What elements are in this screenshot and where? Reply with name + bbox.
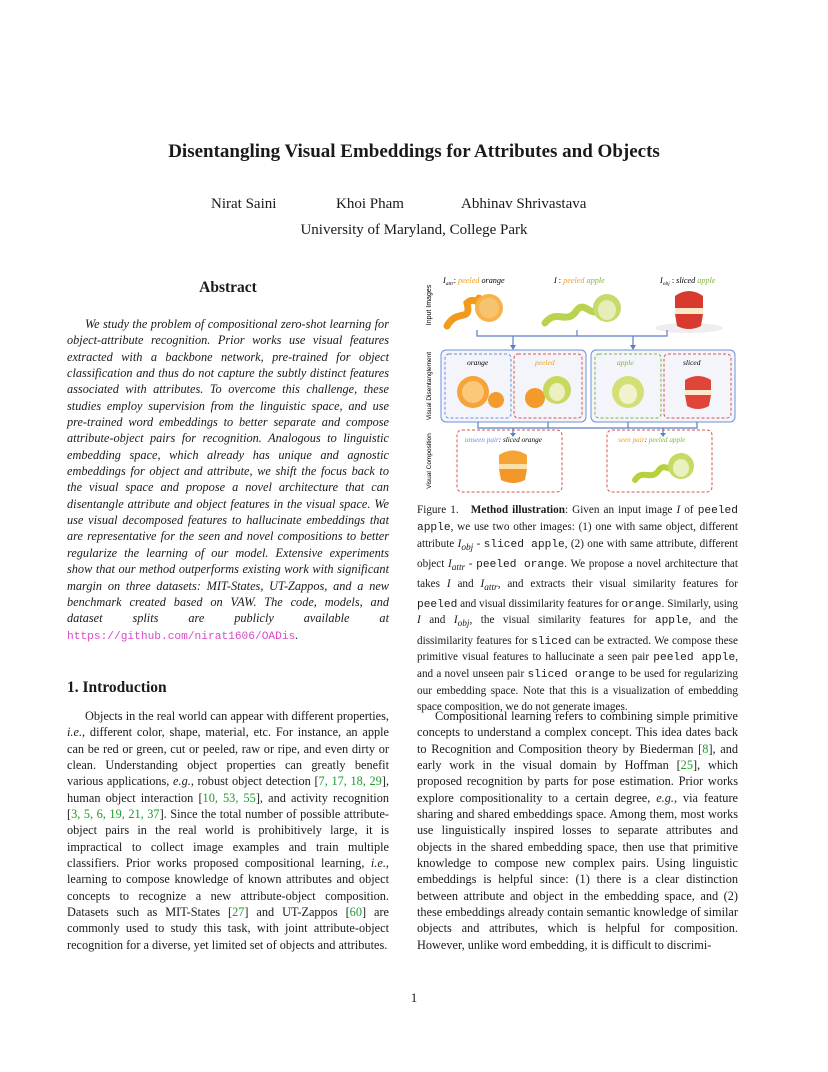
author-3: Abhinav Shrivastava (461, 196, 587, 212)
author-1: Nirat Saini (211, 196, 277, 212)
math-symbol: I (457, 537, 462, 550)
code-term: peeled apple (653, 652, 736, 665)
code-term: apple (654, 615, 689, 628)
compose-connectors (478, 422, 697, 434)
page-number: 1 (410, 990, 418, 1005)
arrowheads (510, 345, 636, 350)
citation-link[interactable]: 7, 17, 18, 29 (318, 774, 382, 789)
composition-seen-label: seen pair: peeled apple (618, 436, 686, 444)
citation-link[interactable]: 25 (680, 758, 693, 773)
math-symbol: I (453, 614, 458, 627)
math-subscript: obj (457, 619, 470, 630)
code-link[interactable]: https://github.com/nirat1606/OADis (67, 630, 296, 643)
code-term: sliced (531, 635, 572, 648)
math-subscript: obj (461, 542, 474, 553)
code-term: peeled orange (476, 558, 565, 571)
author-2: Khoi Pham (336, 196, 404, 212)
code-term: sliced orange (527, 669, 616, 682)
text-run: - (465, 557, 477, 570)
citation-link[interactable]: 27 (232, 905, 245, 920)
text-run: , via feature sharing and shared embeddings space. Among them, most works use linguistically inspired losses to separate attributes and objects in the shared embedding space, then use that primitive knowledge to compose new complex pairs. Using linguistic embeddings is helpful since: (1) there is a clear distinction between attribute and object in the embedding space, and (2) these embeddings already contain semantic knowledge of similar objects and attributes, which is helpful for composition. However, unlike word embedding, it is difficult to discrimi- (417, 790, 738, 952)
affiliation: University of Maryland, College Park (300, 222, 528, 238)
text-run: ] are commonly used to study this task, with joint attribute-object recognition for a diverse, yet limited set of objects and attributes. (67, 905, 389, 952)
peeled-orange-image (447, 294, 503, 326)
sliced-orange-image (499, 451, 527, 484)
text-run: and (420, 614, 454, 627)
figure-1 (417, 268, 738, 496)
text-run: . Similarly, using (661, 597, 738, 610)
sliced-crop-image (685, 376, 711, 409)
label-orange: orange (467, 358, 489, 367)
citation-link[interactable]: 8 (702, 741, 709, 756)
input-connectors (477, 330, 667, 346)
math-subscript: attr (451, 562, 466, 573)
text-run: , we use two other images: (1) one with same object, different attribute (417, 520, 738, 550)
hallucinated-peeled-apple-image (635, 453, 694, 480)
composition-unseen-label: unseen pair: sliced orange (465, 436, 542, 444)
text-run: and (450, 577, 481, 590)
citation-link[interactable]: 3, 5, 6, 19, 21, 37 (71, 807, 160, 822)
text-run: e.g. (173, 774, 191, 789)
text-run: and visual dissimilarity features for (457, 597, 622, 610)
label-peeled: peeled (535, 358, 555, 367)
math-symbol: I (446, 577, 451, 590)
text-run: ]. Since the total number of possible attribute-object pairs in the real world is prohibitively large, it is impractical to collect image examples and train multiple classifiers. Prior works proposed compositional learning, (67, 807, 389, 871)
text-run: Compositional learning refers to combining simple primitive concepts to understand a complex concept. This idea dates back to Recognition and Composition theory by Biederman [ (417, 709, 738, 756)
disentangle-group-obj (591, 350, 735, 422)
text-run: , robust object detection [ (190, 774, 319, 789)
math-symbol: I (417, 614, 421, 627)
text-run: ], and early work in the visual domain by Hoffman [ (417, 741, 739, 773)
text-run: : Given an input image (564, 504, 677, 516)
caption-label: Figure 1. (417, 504, 459, 516)
text-run: ], which proposed recognition by parts for pose estimation. Prior works explore compositionality to a certain degree, (417, 758, 738, 805)
text-run: , and the dissimilarity features for (417, 614, 738, 647)
text-run: e.g. (656, 790, 674, 805)
caption-title: Method illustration (470, 504, 565, 516)
row-label-input-images: Input Images (426, 284, 433, 326)
math-symbol: I (676, 504, 681, 516)
code-term: peeled (417, 598, 458, 611)
input-label-obj: $I_{obj}$ : sliced apple (660, 276, 716, 287)
apple-crop-image (612, 376, 644, 408)
code-term: orange (621, 598, 662, 611)
text-run: , (2) one with same attribute, different object (417, 537, 738, 570)
intro-paragraph-2 (417, 708, 738, 953)
row-label-visual-composition: Visual Composition (426, 433, 433, 489)
text-run: - (473, 537, 484, 550)
label-apple: apple (617, 358, 634, 367)
abstract-body: We study the problem of compositional zero-shot learning for object-attribute recognition. Prior works use visual features extracted with a backbone network, pre-trained for object classification and thus do not capture the subtly distinct features associated with attributes. To overcome this challenge, these studies employ supervision from the linguistic space, and use pre-trained word embeddings to better separate and compose attribute-object pairs for recognition. Analogous to linguistic embedding space, which already has unique and agnostic embeddings for object and attribute, we shift the focus back to the visual space and propose a novel architecture that can disentangle attribute and object features in the visual space. We use visual decomposed features to hallucinate embeddings that are representative for the seen and novel compositions to better regularize the learning of our model. Extensive experiments show that our method outperforms existing work with significant margin on three datasets: MIT-States, UT-Zappos, and a new benchmark created based on VAW. The code, models, and dataset splits are publicly available at (67, 317, 389, 626)
text-run: can be extracted. We compose these primitive visual features to hallucinate a seen pair (417, 634, 738, 664)
input-label-attr: $I_{attr}$: peeled orange (443, 276, 505, 287)
input-label-main: I : peeled apple (554, 276, 605, 285)
citation-link[interactable]: 60 (349, 905, 362, 920)
text-run: ] and UT-Zappos [ (244, 905, 350, 920)
abstract-end: . (295, 627, 299, 642)
text-run: , and extracts their visual similarity features for (497, 577, 738, 590)
text-run: , the visual similarity features for (469, 614, 655, 627)
code-term: peeled apple (417, 505, 738, 534)
math-symbol: I (480, 577, 485, 590)
figure-1-caption (417, 503, 738, 716)
text-run: i.e. (370, 856, 386, 871)
text-run: , different color, shape, material, etc. For instance, an apple can be red or green, cut or peeled, raw or ripe, and even dirty or clean. Understanding object properties can greatly benefit various applications, (67, 725, 389, 789)
text-run: , and a novel unseen pair (417, 651, 738, 681)
math-symbol: I (447, 557, 452, 570)
sliced-apple-image (655, 291, 723, 333)
peeled-apple-image (545, 294, 621, 323)
citation-link[interactable]: 10, 53, 55 (202, 790, 256, 805)
text-run: i.e. (67, 725, 83, 740)
label-sliced: sliced (683, 358, 701, 367)
text-run: ], human object interaction [ (67, 774, 390, 805)
abstract-heading: Abstract (199, 279, 257, 296)
intro-paragraph-1 (67, 708, 389, 953)
code-term: sliced apple (483, 538, 565, 551)
intro-heading: 1. Introduction (67, 679, 167, 696)
row-label-visual-disentanglement: Visual Disentanglement (426, 351, 433, 421)
text-run: to be used for regularizing our embedding space. Note that this is a visualization of embedding space composition, we do not generate images. (417, 668, 738, 713)
text-run: , learning to compose knowledge of known attributes and object concepts to recognize a new attribute-object composition. Datasets such as MIT-States [ (67, 856, 389, 920)
math-subscript: attr (484, 582, 498, 593)
text-run: ], and activity recognition [ (67, 790, 389, 822)
abstract-text (67, 316, 389, 645)
paper-title: Disentangling Visual Embeddings for Attributes and Objects (168, 141, 660, 162)
text-run: of (680, 504, 698, 516)
text-run: Objects in the real world can appear with different properties, (85, 709, 389, 723)
text-run: . We propose a novel architecture that takes (417, 557, 739, 590)
